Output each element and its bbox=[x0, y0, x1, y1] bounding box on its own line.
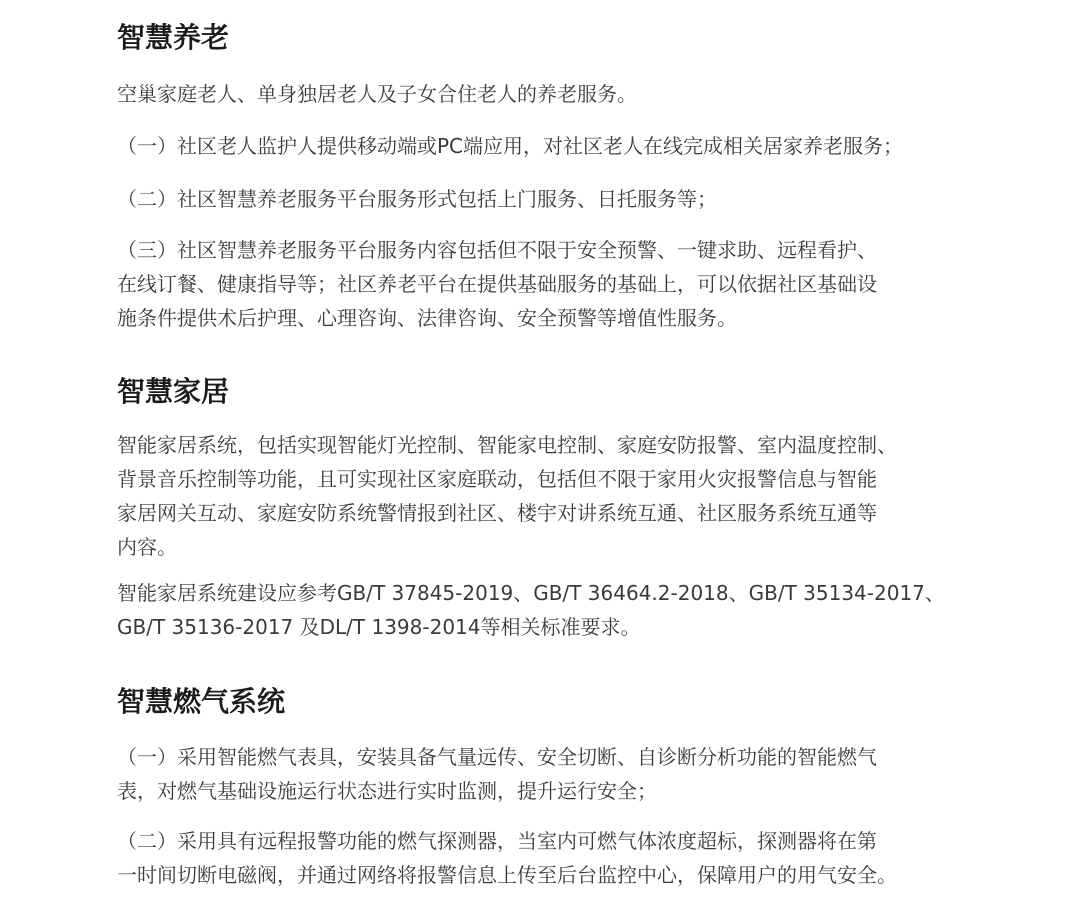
paragraph-line: （二）采用具有远程报警功能的燃气探测器，当室内可燃气体浓度超标，探测器将在第 bbox=[117, 829, 877, 853]
paragraph bbox=[117, 233, 967, 335]
paragraph-line: 内容。 bbox=[117, 535, 177, 559]
paragraph bbox=[117, 576, 967, 644]
paragraph-line: GB/T 35136-2017 及DL/T 1398-2014等相关标准要求。 bbox=[117, 615, 641, 639]
paragraph-line: 家居网关互动、家庭安防系统警情报到社区、楼宇对讲系统互通、社区服务系统互通等 bbox=[117, 501, 877, 525]
paragraph bbox=[117, 77, 967, 111]
paragraph-line: （一）社区老人监护人提供移动端或PC端应用，对社区老人在线完成相关居家养老服务； bbox=[117, 134, 904, 158]
paragraph-line: 一时间切断电磁阀，并通过网络将报警信息上传至后台监控中心，保障用户的用气安全。 bbox=[117, 863, 897, 887]
paragraph bbox=[117, 129, 967, 163]
paragraph-line: 施条件提供术后护理、心理咨询、法律咨询、安全预警等增值性服务。 bbox=[117, 306, 737, 330]
paragraph-line: （三）社区智慧养老服务平台服务内容包括但不限于安全预警、一键求助、远程看护、 bbox=[117, 238, 877, 262]
paragraph-line: 背景音乐控制等功能，且可实现社区家庭联动，包括但不限于家用火灾报警信息与智能 bbox=[117, 467, 877, 491]
paragraph-line: 智能家居系统建设应参考GB/T 37845-2019、GB/T 36464.2-2018、GB/T 35134-2017、 bbox=[117, 581, 945, 605]
paragraph bbox=[117, 740, 967, 808]
paragraph bbox=[117, 824, 967, 892]
paragraph bbox=[117, 428, 967, 564]
paragraph bbox=[117, 182, 967, 216]
paragraph-line: 空巢家庭老人、单身独居老人及子女合住老人的养老服务。 bbox=[117, 82, 637, 106]
paragraph-line: （一）采用智能燃气表具，安装具备气量远传、安全切断、自诊断分析功能的智能燃气 bbox=[117, 745, 877, 769]
paragraph-line: （二）社区智慧养老服务平台服务形式包括上门服务、日托服务等； bbox=[117, 187, 717, 211]
section-heading-elderly-care: 智慧养老 bbox=[117, 21, 230, 54]
paragraph-line: 智能家居系统，包括实现智能灯光控制、智能家电控制、家庭安防报警、室内温度控制、 bbox=[117, 433, 897, 457]
paragraph-line: 表，对燃气基础设施运行状态进行实时监测，提升运行安全； bbox=[117, 779, 657, 803]
section-heading-smart-home: 智慧家居 bbox=[117, 375, 230, 408]
section-heading-smart-gas: 智慧燃气系统 bbox=[117, 685, 286, 718]
paragraph-line: 在线订餐、健康指导等；社区养老平台在提供基础服务的基础上，可以依据社区基础设 bbox=[117, 272, 877, 296]
